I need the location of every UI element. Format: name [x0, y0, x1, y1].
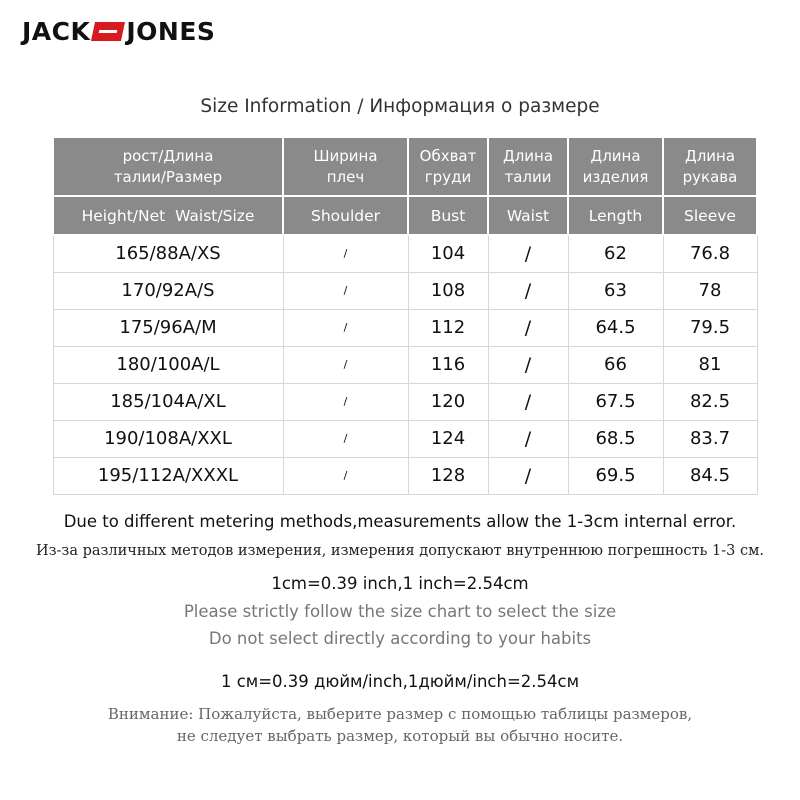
- cell-shoulder: /: [283, 346, 408, 383]
- cell-waist: /: [488, 272, 568, 309]
- header-en-sleeve: Sleeve: [663, 196, 757, 235]
- cell-bust: 112: [408, 309, 488, 346]
- cell-waist: /: [488, 420, 568, 457]
- table-row: [53, 346, 757, 383]
- cell-length: 62: [568, 235, 663, 272]
- cell-length: 69.5: [568, 457, 663, 494]
- habits-note: Do not select directly according to your habits: [208, 629, 592, 648]
- header-ru-waist: Длина талии: [488, 137, 568, 196]
- brand-name-left: JACK: [22, 16, 91, 46]
- cell-sleeve: 82.5: [663, 383, 757, 420]
- cell-size: 195/112A/XXXL: [53, 457, 283, 494]
- error-note-en: Due to different metering methods,measurements allow the 1-3cm internal error.: [63, 512, 737, 531]
- cell-size: 175/96A/M: [53, 309, 283, 346]
- cell-waist: /: [488, 346, 568, 383]
- table-row: [53, 420, 757, 457]
- cell-length: 63: [568, 272, 663, 309]
- cell-length: 68.5: [568, 420, 663, 457]
- header-en-length: Length: [568, 196, 663, 235]
- cell-waist: /: [488, 309, 568, 346]
- header-en-waist: Waist: [488, 196, 568, 235]
- cell-waist: /: [488, 235, 568, 272]
- cell-size: 165/88A/XS: [53, 235, 283, 272]
- header-ru-sleeve: Длина рукава: [663, 137, 757, 196]
- warning-note-ru-line1: Внимание: Пожалуйста, выберите размер с помощью таблицы размеров,: [107, 705, 693, 723]
- table-header-en: [53, 196, 757, 235]
- warning-note-ru-line2: не следует выбрать размер, который вы обычно носите.: [176, 727, 624, 745]
- cell-bust: 128: [408, 457, 488, 494]
- cell-waist: /: [488, 457, 568, 494]
- cell-sleeve: 76.8: [663, 235, 757, 272]
- header-en-shoulder: Shoulder: [283, 196, 408, 235]
- cell-length: 66: [568, 346, 663, 383]
- cell-shoulder: /: [283, 457, 408, 494]
- page-title: Size Information / Информация о размере: [200, 96, 600, 117]
- table-row: [53, 457, 757, 494]
- header-ru-bust: Обхват груди: [408, 137, 488, 196]
- header-ru-length: Длина изделия: [568, 137, 663, 196]
- cell-sleeve: 79.5: [663, 309, 757, 346]
- cell-shoulder: /: [283, 309, 408, 346]
- follow-chart-note: Please strictly follow the size chart to select the size: [183, 602, 617, 621]
- conversion-note-en: 1cm=0.39 inch,1 inch=2.54cm: [271, 574, 529, 593]
- header-ru-size: рост/Длина талии/Размер: [53, 137, 283, 196]
- error-note-ru: Из-за различных методов измерения, измерения допускают внутреннюю погрешность 1-3 см.: [35, 543, 765, 559]
- header-ru-shoulder: Ширина плеч: [283, 137, 408, 196]
- cell-sleeve: 83.7: [663, 420, 757, 457]
- cell-shoulder: /: [283, 420, 408, 457]
- cell-sleeve: 78: [663, 272, 757, 309]
- cell-size: 170/92A/S: [53, 272, 283, 309]
- cell-bust: 104: [408, 235, 488, 272]
- cell-bust: 108: [408, 272, 488, 309]
- cell-waist: /: [488, 383, 568, 420]
- cell-shoulder: /: [283, 235, 408, 272]
- table-row: [53, 309, 757, 346]
- table-row: [53, 272, 757, 309]
- cell-shoulder: /: [283, 383, 408, 420]
- table-row: [53, 235, 757, 272]
- size-table: [52, 136, 758, 495]
- cell-size: 185/104A/XL: [53, 383, 283, 420]
- cell-sleeve: 84.5: [663, 457, 757, 494]
- cell-sleeve: 81: [663, 346, 757, 383]
- cell-bust: 120: [408, 383, 488, 420]
- brand-name-right: JONES: [126, 16, 216, 46]
- brand-flag-icon: [91, 22, 125, 41]
- cell-length: 64.5: [568, 309, 663, 346]
- table-row: [53, 383, 757, 420]
- table-header-ru: [53, 137, 757, 196]
- cell-size: 190/108A/XXL: [53, 420, 283, 457]
- conversion-note-ru: 1 см=0.39 дюйм/inch,1дюйм/inch=2.54см: [220, 672, 580, 691]
- header-en-size: Height/Net Waist/Size: [53, 196, 283, 235]
- cell-bust: 124: [408, 420, 488, 457]
- cell-shoulder: /: [283, 272, 408, 309]
- cell-bust: 116: [408, 346, 488, 383]
- brand-logo: [22, 16, 215, 46]
- header-en-bust: Bust: [408, 196, 488, 235]
- cell-size: 180/100A/L: [53, 346, 283, 383]
- cell-length: 67.5: [568, 383, 663, 420]
